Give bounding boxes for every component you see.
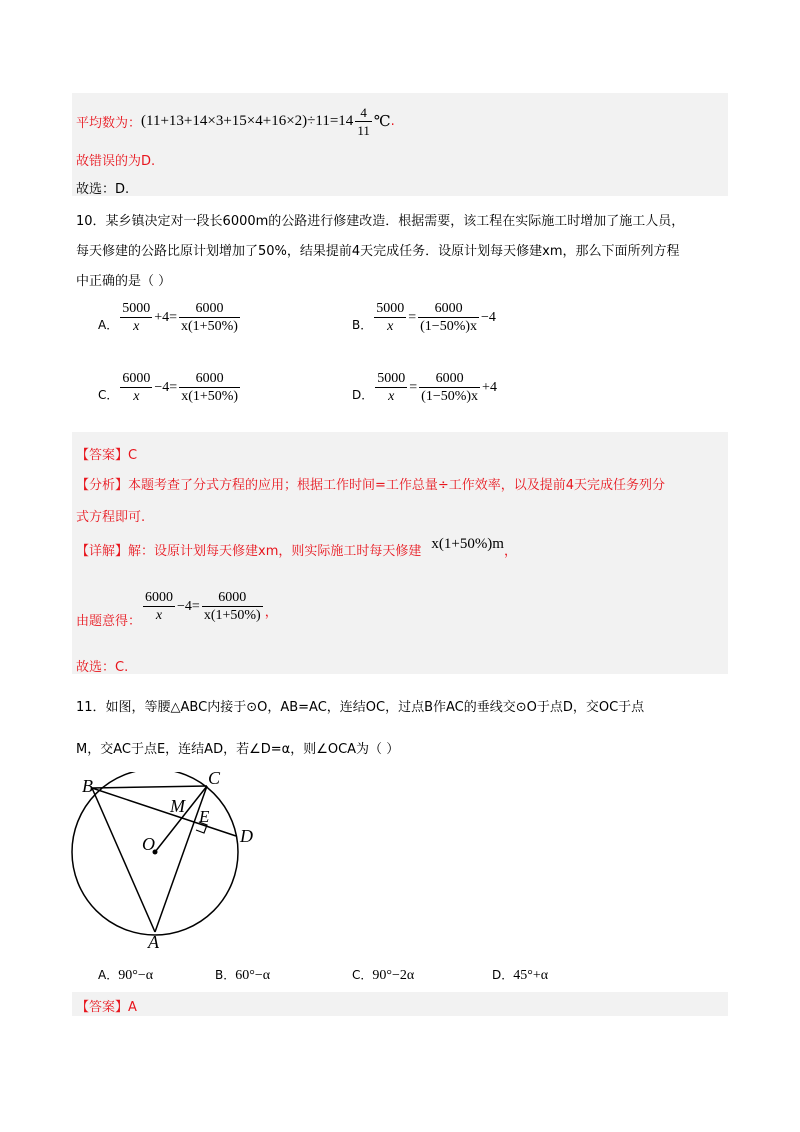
fraction-numerator: 6000 (122, 371, 151, 386)
option-letter: A． (98, 318, 119, 332)
detail-math: x(1+50%)m (431, 536, 504, 552)
fraction-denominator: (1−50%)x (420, 319, 478, 334)
fraction-denominator: x (133, 319, 140, 334)
fraction (375, 370, 407, 405)
average-line (76, 104, 395, 139)
label-e: E (199, 807, 210, 826)
option-letter: C． (98, 388, 119, 402)
label-d: D (240, 826, 253, 846)
label-a: A (148, 932, 159, 952)
option-equation (372, 300, 496, 335)
q10-detail (76, 536, 517, 559)
operator: = (408, 309, 417, 325)
q10-option-a (98, 300, 242, 335)
q11-option-c (352, 966, 414, 984)
label-c: C (208, 772, 221, 788)
fraction-denominator: x (387, 319, 394, 334)
fraction-numerator: 6000 (202, 589, 263, 607)
q11-option-d (492, 966, 548, 984)
fraction (120, 370, 152, 405)
fraction-numerator: 6000 (145, 590, 174, 605)
tail: +4 (482, 379, 497, 395)
q10-analysis-line1: 【分析】本题考查了分式方程的应用；根据工作时间=工作总量÷工作效率，以及提前4天完成任务列分 (76, 478, 666, 493)
q11-option-a (98, 966, 153, 984)
fraction (419, 370, 480, 405)
fraction-denominator: 11 (357, 123, 370, 138)
operator: +4= (154, 309, 178, 325)
fraction (374, 300, 406, 335)
fraction-numerator: 6000 (179, 300, 240, 318)
option-value: 90°−2α (372, 968, 415, 983)
q11-option-b (215, 966, 270, 984)
q10-choose: 故选：C. (76, 660, 129, 675)
option-value: 90°−α (118, 968, 154, 983)
option-equation (118, 300, 242, 335)
detail-end: ， (503, 544, 517, 559)
q10-line2: 每天修建的公路比原计划增加了50%，结果提前4天完成任务．设原计划每天修建xm，那么下面所列方程 (76, 244, 680, 259)
option-equation (373, 370, 497, 405)
fraction-denominator: x(1+50%) (203, 608, 261, 623)
average-label: 平均数为： (76, 116, 142, 131)
tail: −4 (481, 309, 496, 325)
average-fraction (355, 104, 372, 139)
operator: −4= (154, 379, 178, 395)
detail-text: 【详解】解：设原计划每天修建xm，则实际施工时每天修建 (76, 544, 422, 559)
option-letter: B． (215, 968, 236, 982)
option-letter: B． (352, 318, 373, 332)
fraction-numerator: 5000 (122, 301, 151, 316)
given-end: ， (264, 605, 278, 620)
option-letter: D． (352, 388, 374, 402)
q11-line1: 11．如图，等腰△ABC内接于⊙O，AB=AC，连结OC，过点B作AC的垂线交⊙O于点D，交OC于点 (76, 700, 645, 715)
operator: = (409, 379, 418, 395)
fraction (179, 300, 240, 335)
option-value: 60°−α (235, 968, 271, 983)
option-letter: C． (352, 968, 373, 982)
fraction-denominator: x (133, 389, 140, 404)
fraction-numerator: 6000 (179, 370, 240, 388)
option-letter: D． (492, 968, 514, 982)
average-expression: (11+13+14×3+15×4+16×2)÷11=14 (141, 113, 354, 129)
fraction-denominator: x(1+50%) (181, 389, 239, 404)
option-equation (118, 370, 242, 405)
segment-bd (92, 788, 236, 836)
fraction (202, 589, 263, 624)
q10-analysis-line2: 式方程即可. (76, 510, 146, 525)
segment-ab (92, 788, 155, 932)
choose-d-statement: 故选：D. (76, 182, 130, 197)
fraction (120, 300, 152, 335)
fraction-denominator: x (155, 608, 163, 623)
fraction-numerator: 5000 (377, 371, 406, 386)
q11-answer: 【答案】A (76, 1000, 137, 1015)
fraction (179, 370, 240, 405)
fraction-denominator: x(1+50%) (181, 319, 238, 334)
q11-line2: M，交AC于点E，连结AD，若∠D=α，则∠OCA为（ ） (76, 742, 400, 757)
option-letter: A． (98, 968, 119, 982)
q10-given (76, 584, 278, 629)
geometry-figure (60, 772, 260, 952)
q10-line1: 10．某乡镇决定对一段长6000m的公路进行修建改造．根据需要，该工程在实际施工时增加了施工人员， (76, 214, 685, 229)
label-b: B (82, 776, 93, 796)
q10-line3: 中正确的是（ ） (76, 274, 172, 289)
option-value: 45°+α (513, 968, 549, 983)
fraction-denominator: (1−50%)x (421, 389, 479, 404)
given-label: 由题意得： (76, 614, 142, 629)
fraction-numerator: 6000 (418, 300, 479, 318)
average-end: . (390, 114, 395, 129)
fraction (143, 589, 175, 624)
q10-option-b (352, 300, 496, 335)
fraction-numerator: 4 (355, 104, 372, 122)
label-m: M (170, 796, 185, 816)
fraction-denominator: x (388, 389, 395, 404)
segment-bc (92, 786, 207, 788)
q10-option-d (352, 370, 497, 405)
fraction (418, 300, 479, 335)
q10-answer: 【答案】C (76, 448, 138, 463)
fraction-numerator: 6000 (419, 370, 480, 388)
operator: −4= (177, 598, 200, 614)
solution-block-q11 (72, 992, 728, 1016)
fraction-numerator: 5000 (376, 301, 405, 316)
label-o: O (142, 834, 155, 854)
wrong-statement: 故错误的为D. (76, 154, 156, 169)
average-unit: ℃ (373, 114, 391, 130)
given-equation (141, 589, 265, 624)
q10-option-c (98, 370, 242, 405)
